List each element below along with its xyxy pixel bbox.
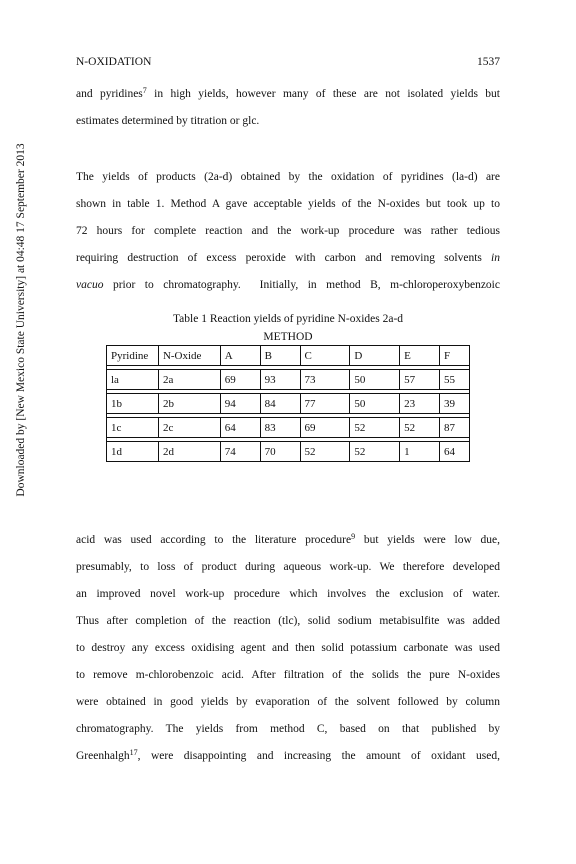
table-cell: 1c xyxy=(107,418,159,438)
download-watermark-text: Downloaded by [New Mexico State University] at 04:48 17 September 2013 xyxy=(15,143,27,497)
text-line: Thus after completion of the reaction (tlc), solid sodium metabisulfite was added xyxy=(76,615,500,627)
column-header: B xyxy=(260,346,300,366)
text-line: were obtained in good yields by evaporation of the solvent followed by column xyxy=(76,696,500,708)
text-line: an improved novel work-up procedure which involves the exclusion of water. xyxy=(76,588,500,600)
table-header-row xyxy=(107,346,470,366)
table-cell: 73 xyxy=(300,370,350,390)
table-cell: 70 xyxy=(260,442,300,462)
paragraph-1 xyxy=(76,81,500,135)
table-cell: 2c xyxy=(158,418,220,438)
column-header: C xyxy=(300,346,350,366)
table-row xyxy=(107,418,470,438)
table-cell: 94 xyxy=(220,394,260,414)
column-header: Pyridine xyxy=(107,346,159,366)
page-header xyxy=(76,56,500,68)
table-cell: 2b xyxy=(158,394,220,414)
column-header: E xyxy=(400,346,440,366)
table-group-label: METHOD xyxy=(263,331,313,343)
table-cell: 52 xyxy=(350,442,400,462)
table-cell: 2d xyxy=(158,442,220,462)
text-line: to remove m-chlorobenzoic acid. After filtration of the solids the pure N-oxides xyxy=(76,669,500,681)
table-caption: Table 1 Reaction yields of pyridine N-oxides 2a-d xyxy=(172,313,404,325)
table-row xyxy=(107,370,470,390)
table-cell: 1 xyxy=(400,442,440,462)
table-cell: 69 xyxy=(220,370,260,390)
text-line: presumably, to loss of product during aqueous work-up. We therefore developed xyxy=(76,561,500,573)
table-cell: 64 xyxy=(220,418,260,438)
table-cell: 83 xyxy=(260,418,300,438)
table-cell: 1b xyxy=(107,394,159,414)
table-cell: 52 xyxy=(350,418,400,438)
table-row xyxy=(107,394,470,414)
text-line: requiring destruction of excess peroxide with carbon and removing solvents in xyxy=(76,252,500,264)
column-header: F xyxy=(440,346,470,366)
table-cell: 93 xyxy=(260,370,300,390)
table-cell: 39 xyxy=(440,394,470,414)
table-cell: la xyxy=(107,370,159,390)
paragraph-2 xyxy=(76,164,500,299)
text-line: shown in table 1. Method A gave acceptable yields of the N-oxides but took up to xyxy=(76,198,500,210)
text-line: 72 hours for complete reaction and the work-up procedure was rather tedious xyxy=(76,225,500,237)
table-cell: 1d xyxy=(107,442,159,462)
table-row xyxy=(107,442,470,462)
table-cell: 52 xyxy=(300,442,350,462)
table-cell: 50 xyxy=(350,394,400,414)
table-cell: 57 xyxy=(400,370,440,390)
column-header: A xyxy=(220,346,260,366)
table-cell: 77 xyxy=(300,394,350,414)
table-cell: 2a xyxy=(158,370,220,390)
text-line: vacuo prior to chromatography. Initially, in method B, m-chloroperoxybenzoic xyxy=(76,279,500,291)
text-line: acid was used according to the literature procedure$^9$ but yields were low due, xyxy=(76,532,500,546)
table-cell: 84 xyxy=(260,394,300,414)
table-cell: 87 xyxy=(440,418,470,438)
table-cell: 74 xyxy=(220,442,260,462)
text-line: chromatography. The yields from method C, based on that published by xyxy=(76,723,500,735)
text-line: Greenhalgh$^{17}$, were disappointing and increasing the amount of oxidant used, xyxy=(76,748,500,762)
table-cell: 52 xyxy=(400,418,440,438)
paragraph-3 xyxy=(76,527,500,770)
running-title: N-OXIDATION xyxy=(76,56,152,68)
table-cell: 64 xyxy=(440,442,470,462)
column-header: D xyxy=(350,346,400,366)
table-cell: 23 xyxy=(400,394,440,414)
page-number: 1537 xyxy=(477,56,500,68)
text-line: estimates determined by titration or glc. xyxy=(76,115,260,127)
text-line: The yields of products (2a-d) obtained by the oxidation of pyridines (la-d) are xyxy=(76,171,500,183)
text-line: to destroy any excess oxidising agent and then solid potassium carbonate was used xyxy=(76,642,500,654)
table-cell: 69 xyxy=(300,418,350,438)
results-table xyxy=(106,345,470,462)
table-cell: 50 xyxy=(350,370,400,390)
text-line: and pyridines$^7$ in high yields, however many of these are not isolated yields but xyxy=(76,86,500,100)
table-cell: 55 xyxy=(440,370,470,390)
column-header: N-Oxide xyxy=(158,346,220,366)
